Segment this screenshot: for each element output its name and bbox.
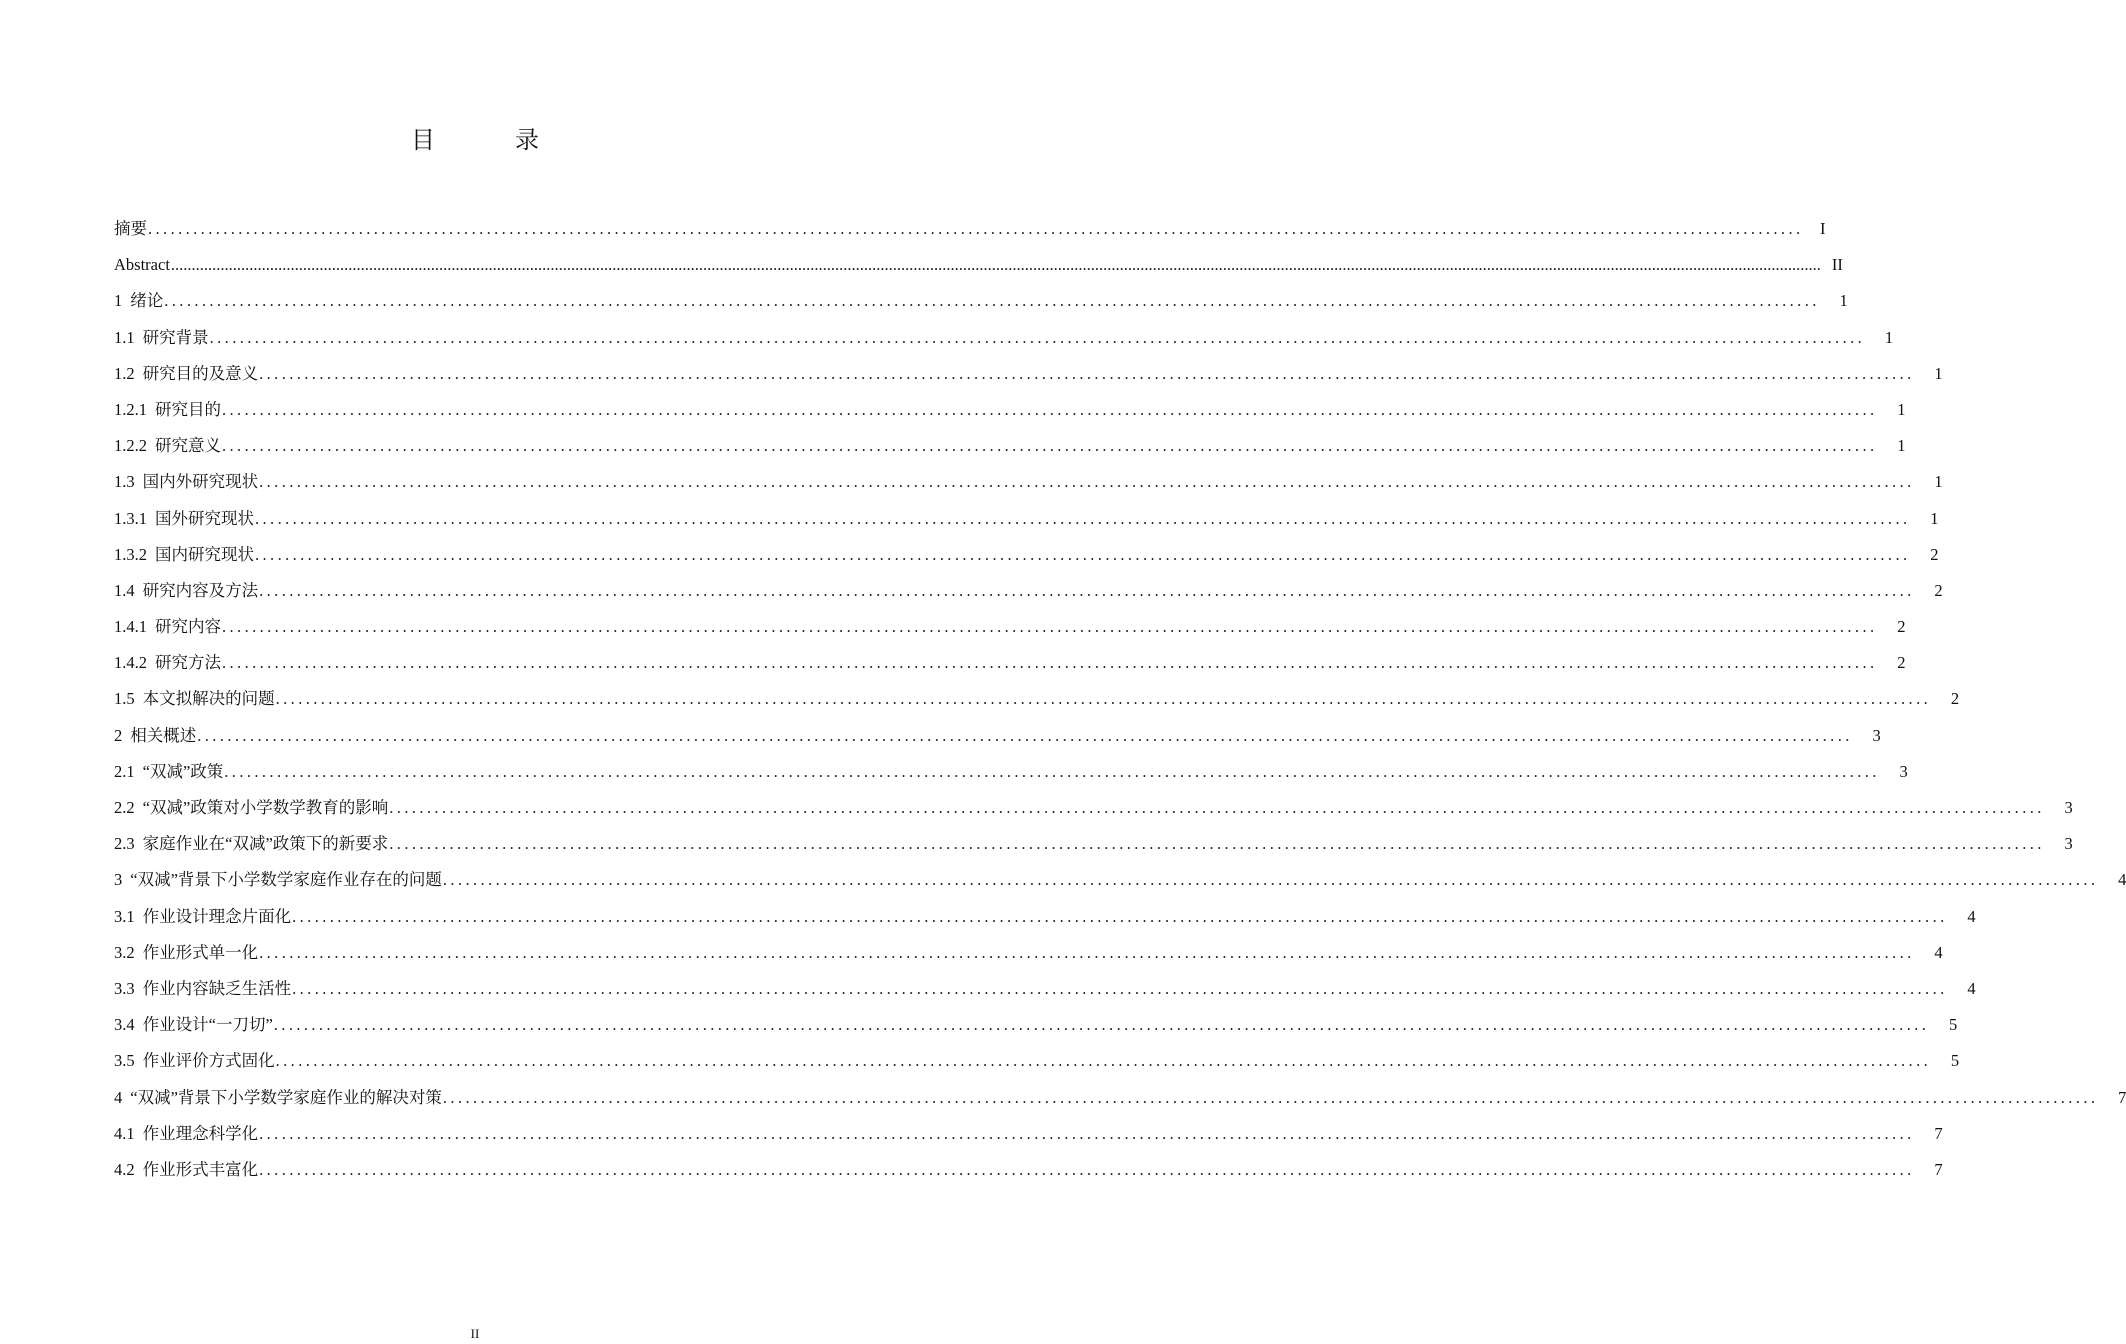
toc-leader-dots: ............................................................................................................................................................................................................................ [259,580,1915,600]
toc-entry-page: 3 [2064,834,2073,854]
toc-entry-number: 3.4 [114,1015,135,1035]
toc-entry-page: 1 [1897,436,1906,456]
toc-entry[interactable] [114,1043,1960,1079]
toc-entry-page: 4 [1967,978,1976,998]
toc-entry-label: 国内外研究现状 [142,472,259,492]
toc-leader-dots: ............................................................................................................................................................................................................................ [255,508,1911,528]
toc-entry-page: 1 [1884,327,1894,347]
toc-entry-label: 相关概述 [130,725,197,745]
toc-entry-number: 1 [114,291,123,311]
toc-leader-dots: ............................................................................................................................................................................................................................ [222,399,1878,419]
toc-entry-number: 3.1 [114,906,135,926]
toc-entry-page: 2 [1930,544,1939,564]
toc-entry-label: 作业形式丰富化 [142,1159,259,1179]
toc-leader-dots: ............................................................................................................................................................................................................................ [222,617,1878,637]
toc-entry-page: 5 [1950,1051,1960,1071]
toc-entry-label: 研究目的 [155,399,221,419]
toc-entry-page: 2 [1934,580,1943,600]
toc-entry-page: 5 [1949,1015,1958,1035]
toc-entry-page: 4 [1967,906,1976,926]
toc-entry[interactable] [114,935,1943,971]
toc-leader-dots: ................................................................................................................................................................................................................................................................................................................................................................................................................ [170,255,1821,275]
toc-entry-number: 2.1 [114,761,135,781]
toc-entry[interactable] [114,645,1906,681]
toc-entry-label: 作业理念科学化 [142,1123,259,1143]
page-title: 目 录 [411,126,567,154]
toc-leader-dots: ............................................................................................................................................................................................................................ [222,436,1878,456]
toc-entry-number: 4.2 [114,1159,135,1179]
toc-entry-label: 作业形式单一化 [142,942,259,962]
toc-entry[interactable] [114,1116,1943,1152]
toc-entry-page: 4 [2118,870,2126,890]
toc-entry[interactable] [114,1007,1958,1043]
page-number: II [470,1326,480,1341]
toc-entry[interactable] [114,862,2126,898]
toc-entry-number: 3.2 [114,942,135,962]
toc-leader-dots: ............................................................................................................................................................................................................................ [259,1159,1915,1179]
toc-leader-dots: ............................................................................................................................................................................................................................ [197,725,1853,745]
toc-entry-label: 研究方法 [155,653,221,673]
toc-entry-page: II [1831,255,1843,275]
toc-leader-dots: ............................................................................................................................................................................................................................ [292,906,1948,926]
toc-entry[interactable] [114,899,1976,935]
toc-entry-page: 3 [1899,761,1908,781]
toc-entry-page: 2 [1897,617,1906,637]
toc-leader-dots: ............................................................................................................................................................................................................................ [442,1087,2099,1107]
toc-leader-dots: ............................................................................................................................................................................................................................ [275,1051,1932,1071]
toc-entry[interactable] [114,573,1943,609]
toc-entry-label: “双减”政策 [142,761,224,781]
toc-entry-label: 研究内容 [155,617,221,637]
toc-entry[interactable] [114,971,1976,1007]
toc-entry-page: 7 [1934,1159,1943,1179]
toc-entry[interactable] [114,537,1939,573]
toc-entry-page: 3 [1872,725,1881,745]
toc-entry-label: “双减”背景下小学数学家庭作业存在的问题 [130,870,442,890]
toc-entry-label: 作业设计理念片面化 [142,906,292,926]
toc-entry-label: 研究意义 [155,436,221,456]
toc-entry-number: 3.3 [114,978,135,998]
toc-entry[interactable] [114,428,1906,464]
toc-entry-number: 3.5 [114,1051,135,1071]
toc-entry[interactable] [114,211,1826,247]
toc-entry-label: 摘要 [114,219,147,238]
toc-entry[interactable] [114,501,1939,537]
toc-leader-dots: ............................................................................................................................................................................................................................ [273,1015,1930,1035]
toc-leader-dots: ............................................................................................................................................................................................................................ [275,689,1932,709]
toc-entry-number: 1.4.2 [114,653,147,673]
toc-leader-dots: ............................................................................................................................................................................................................................ [292,978,1948,998]
toc-entry-number: 1.4.1 [114,617,147,637]
toc-entry[interactable] [114,392,1906,428]
toc-leader-dots: ............................................................................................................................................................................................................................ [224,761,1880,781]
toc-entry[interactable] [114,1152,1943,1188]
toc-entry-number: 1.3.1 [114,508,147,528]
toc-entry-number: 1.2 [114,363,135,383]
toc-leader-dots: ............................................................................................................................................................................................................................ [389,834,2045,854]
toc-entry[interactable] [114,681,1960,717]
toc-entry-page: 2 [1950,689,1960,709]
toc-entry[interactable] [114,718,1881,754]
toc-entry[interactable] [114,464,1943,500]
toc-entry-number: 1.5 [114,689,135,709]
toc-entry-label: 国外研究现状 [155,508,254,528]
toc-entry-label: 研究内容及方法 [142,580,259,600]
toc-leader-dots: ............................................................................................................................................................................................................................ [389,798,2045,817]
toc-entry[interactable] [114,283,1848,319]
toc-entry[interactable] [114,609,1906,645]
toc-leader-dots: ............................................................................................................................................................................................................................ [255,544,1911,564]
toc-entry-number: 4.1 [114,1123,135,1143]
toc-entry-label: 国内研究现状 [155,544,254,564]
toc-entry-page: 2 [1897,653,1906,673]
toc-entry-number: 1.2.2 [114,436,147,456]
toc-entry-label: 作业内容缺乏生活性 [142,978,292,998]
toc-entry-label: 研究背景 [142,327,209,347]
toc-leader-dots: ............................................................................................................................................................................................................................ [222,653,1878,673]
toc-entry-number: 1.3.2 [114,544,147,564]
toc-entry-page: 3 [2064,798,2073,817]
toc-entry-page: 1 [1930,508,1939,528]
toc-entry[interactable] [114,754,1908,790]
toc-entry-page: 1 [1934,363,1943,383]
toc-entry-number: 1.3 [114,472,135,492]
toc-entry-number: 2.3 [114,834,135,854]
toc-entry-page: 7 [2118,1087,2126,1107]
toc-leader-dots: ............................................................................................................................................................................................................................ [442,870,2099,890]
toc-entry-page: 7 [1934,1123,1943,1143]
toc-entry[interactable] [114,247,1843,283]
toc-leader-dots: ............................................................................................................................................................................................................................ [259,363,1915,383]
toc-entry-number: 1.4 [114,580,135,600]
toc-entry[interactable] [114,356,1943,392]
toc-entry-label: Abstract [114,255,170,275]
toc-entry-page: 4 [1934,942,1943,962]
toc-entry-page: 1 [1934,472,1943,492]
toc-entry-number: 2 [114,725,123,745]
toc-leader-dots: ............................................................................................................................................................................................................................ [259,942,1915,962]
toc-leader-dots: ............................................................................................................................................................................................................................ [259,472,1915,492]
toc-leader-dots: ............................................................................................................................................................................................................................ [164,291,1820,311]
toc-leader-dots: ............................................................................................................................................................................................................................ [209,327,1866,347]
toc-entry-label: “双减”背景下小学数学家庭作业的解决对策 [130,1087,442,1107]
toc-entry-number: 2.2 [114,798,135,817]
toc-entry[interactable] [114,1080,2126,1116]
toc-entry[interactable] [114,320,1894,356]
toc-entry-number: 1.1 [114,327,135,347]
toc-entry[interactable] [114,826,2073,862]
toc-entry-label: 作业评价方式固化 [142,1051,275,1071]
toc-entry-label: 家庭作业在“双减”政策下的新要求 [142,834,389,854]
table-of-contents [114,211,2126,1188]
toc-entry-label: 作业设计“一刀切” [142,1015,273,1035]
toc-entry-page: 1 [1897,399,1906,419]
toc-entry-label: 绪论 [130,291,164,311]
toc-entry-label: 本文拟解决的问题 [142,689,275,709]
toc-entry[interactable] [114,790,2073,826]
toc-entry-number: 3 [114,870,123,890]
toc-entry-number: 1.2.1 [114,399,147,419]
toc-entry-label: 研究目的及意义 [142,363,259,383]
toc-leader-dots: ............................................................................................................................................................................................................................ [148,219,1804,238]
toc-entry-page: 1 [1839,291,1848,311]
toc-entry-label: “双减”政策对小学数学教育的影响 [142,798,389,817]
toc-entry-number: 4 [114,1087,123,1107]
toc-leader-dots: ............................................................................................................................................................................................................................ [259,1123,1915,1143]
toc-entry-page: I [1820,219,1826,238]
